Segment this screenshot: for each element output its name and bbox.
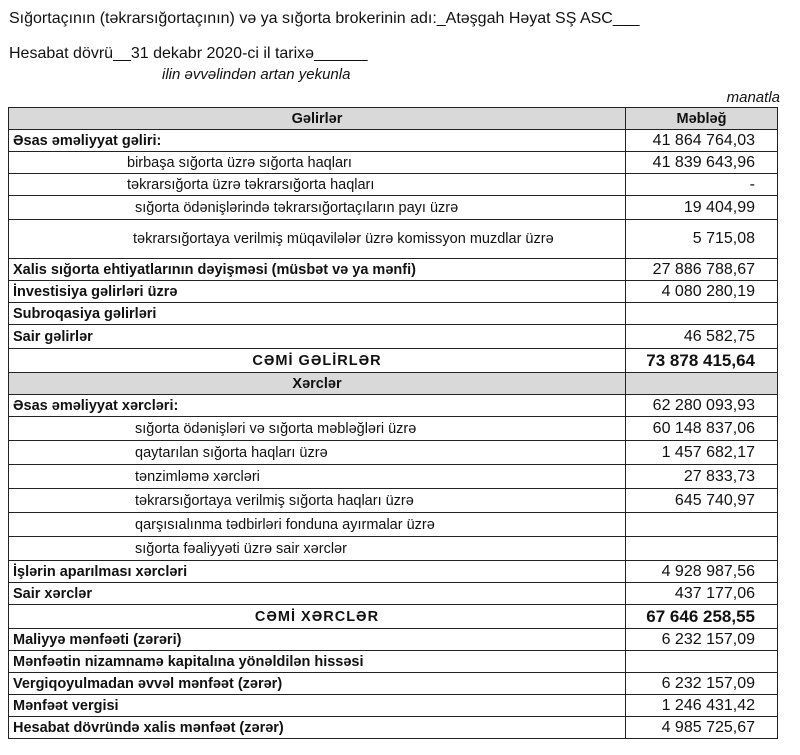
- row-value: -: [626, 174, 778, 196]
- row-label: birbaşa sığorta üzrə sığorta haqları: [9, 152, 626, 174]
- row-value: 60 148 837,06: [626, 417, 778, 441]
- table-row: [9, 673, 778, 695]
- row-value: 1 457 682,17: [626, 441, 778, 465]
- row-label: Mənfəət vergisi: [9, 695, 626, 717]
- row-label: Vergiqoyulmadan əvvəl mənfəət (zərər): [9, 673, 626, 695]
- row-label: Mənfəətin nizamnamə kapitalına yönəldilən hissəsi: [9, 651, 626, 673]
- row-label: sığorta ödənişləri və sığorta məbləğləri üzrə: [9, 417, 626, 441]
- row-label: təkrarsığortaya verilmiş müqavilələr üzrə komissyon muzdlar üzrə: [9, 220, 626, 259]
- row-value: 4 080 280,19: [626, 281, 778, 303]
- row-label: İşlərin aparılması xərcləri: [9, 561, 626, 583]
- row-value: 27 886 788,67: [626, 259, 778, 281]
- table-row: [9, 130, 778, 152]
- row-value: 645 740,97: [626, 489, 778, 513]
- table-row: [9, 441, 778, 465]
- table-row: [9, 583, 778, 605]
- row-value: 5 715,08: [626, 220, 778, 259]
- financial-results-table: [8, 107, 778, 739]
- expense-total-value: 67 646 258,55: [626, 605, 778, 629]
- table-row: [9, 465, 778, 489]
- row-label: tənzimləmə xərcləri: [9, 465, 626, 489]
- table-row: [9, 513, 778, 537]
- expense-header-row: [9, 373, 778, 395]
- row-label: təkrarsığortaya verilmiş sığorta haqları üzrə: [9, 489, 626, 513]
- row-label: Əsas əməliyyat xərcləri:: [9, 395, 626, 417]
- table-row: [9, 489, 778, 513]
- row-label: İnvestisiya gəlirləri üzrə: [9, 281, 626, 303]
- cumulative-note: ilin əvvəlindən artan yekunla: [162, 66, 351, 83]
- table-row: [9, 196, 778, 220]
- row-label: sığorta fəaliyyəti üzrə sair xərclər: [9, 537, 626, 561]
- table-row: [9, 174, 778, 196]
- row-label: Hesabat dövründə xalis mənfəət (zərər): [9, 717, 626, 739]
- row-value: [626, 513, 778, 537]
- table-row: [9, 417, 778, 441]
- row-value: 1 246 431,42: [626, 695, 778, 717]
- amount-header-label: Məbləğ: [626, 108, 778, 130]
- table-row: [9, 629, 778, 651]
- row-label: Xalis sığorta ehtiyatlarının dəyişməsi (müsbət və ya mənfi): [9, 259, 626, 281]
- expense-header-label: Xərclər: [9, 373, 626, 395]
- income-total-row: [9, 349, 778, 373]
- row-value: 4 985 725,67: [626, 717, 778, 739]
- row-value: 62 280 093,93: [626, 395, 778, 417]
- expense-total-row: [9, 605, 778, 629]
- income-total-label: CƏMİ GƏLİRLƏR: [9, 349, 626, 373]
- row-label: qarşısıalınma tədbirləri fonduna ayırmalar üzrə: [9, 513, 626, 537]
- row-label: təkrarsığorta üzrə təkrarsığorta haqları: [9, 174, 626, 196]
- row-value: 41 864 764,03: [626, 130, 778, 152]
- row-value: 6 232 157,09: [626, 673, 778, 695]
- table-row: [9, 281, 778, 303]
- row-value: 27 833,73: [626, 465, 778, 489]
- row-value: 6 232 157,09: [626, 629, 778, 651]
- company-name-line: Sığortaçının (təkrarsığortaçının) və ya sığorta brokerinin adı:_Atəşgah Həyat SŞ ASC___: [9, 10, 640, 27]
- row-label: Sair xərclər: [9, 583, 626, 605]
- row-label: Sair gəlirlər: [9, 325, 626, 349]
- row-value: [626, 651, 778, 673]
- table-row: [9, 303, 778, 325]
- table-row: [9, 561, 778, 583]
- row-value: [626, 537, 778, 561]
- income-total-value: 73 878 415,64: [626, 349, 778, 373]
- row-value: 4 928 987,56: [626, 561, 778, 583]
- currency-unit: manatla: [726, 89, 780, 106]
- report-period-line: Hesabat dövrü__31 dekabr 2020-ci il tarixə______: [9, 45, 368, 62]
- row-value: 19 404,99: [626, 196, 778, 220]
- income-header-row: [9, 108, 778, 130]
- table-row: [9, 325, 778, 349]
- table-row: [9, 651, 778, 673]
- row-label: Maliyyə mənfəəti (zərəri): [9, 629, 626, 651]
- row-label: Əsas əməliyyat gəliri:: [9, 130, 626, 152]
- table-row: [9, 395, 778, 417]
- table-row: [9, 259, 778, 281]
- table-row: [9, 220, 778, 259]
- row-label: Subroqasiya gəlirləri: [9, 303, 626, 325]
- row-value: 437 177,06: [626, 583, 778, 605]
- row-value: [626, 303, 778, 325]
- table-row: [9, 717, 778, 739]
- row-label: qaytarılan sığorta haqları üzrə: [9, 441, 626, 465]
- table-row: [9, 152, 778, 174]
- row-label: sığorta ödənişlərində təkrarsığortaçıların payı üzrə: [9, 196, 626, 220]
- row-value: 46 582,75: [626, 325, 778, 349]
- income-header-label: Gəlirlər: [9, 108, 626, 130]
- table-row: [9, 695, 778, 717]
- row-value: 41 839 643,96: [626, 152, 778, 174]
- expense-total-label: CƏMİ XƏRCLƏR: [9, 605, 626, 629]
- expense-header-amount: [626, 373, 778, 395]
- table-row: [9, 537, 778, 561]
